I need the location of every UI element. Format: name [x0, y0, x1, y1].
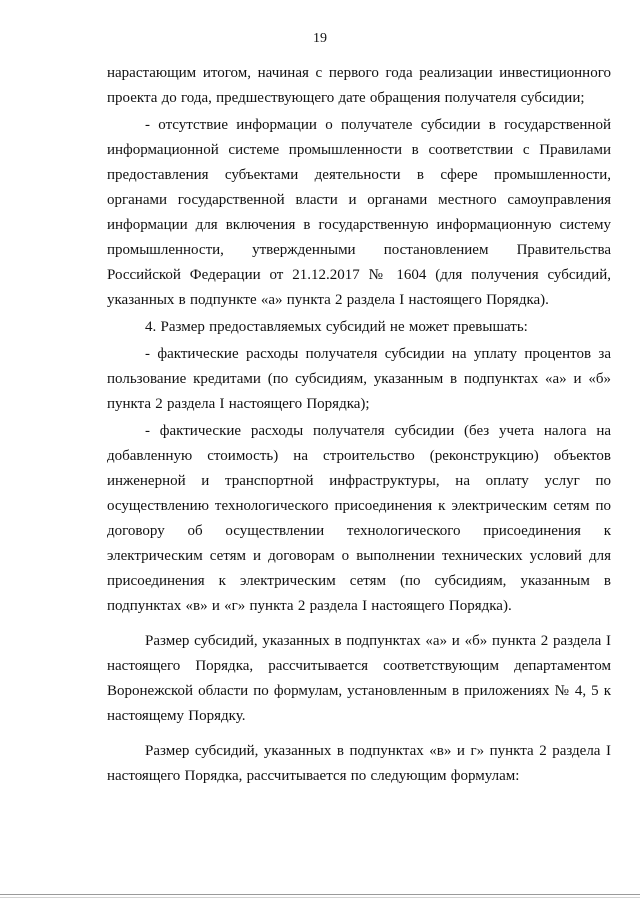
- paragraph-item-4-heading: 4. Размер предоставляемых субсидий не может превышать:: [145, 319, 528, 335]
- paragraph-infrastructure-costs: - фактические расходы получателя субсидии (без учета налога на добавленную стоимость) на строительство (реконструкцию) объектов инженерной и транспортной инфраструктуры, на оплату услуг по осуществлению технологического присоединения к электрическим сетям по договору об осуществлении технологического присоединения к электрическим сетям и договорам о выполнении технических условий для присоединения к электрическим сетям (по субсидиям, указанным в подпунктах «в» и «г» пункта 2 раздела I настоящего Порядка).: [107, 423, 611, 614]
- scan-edge-line: [0, 897, 640, 898]
- paragraph-credit-interest: - фактические расходы получателя субсидии на уплату процентов за пользование кредитами (по субсидиям, указанным в подпунктах «а» и «б» пункта 2 раздела I настоящего Порядка);: [107, 346, 611, 412]
- paragraph-gis-information: - отсутствие информации о получателе субсидии в государственной информационной системе промышленности в соответствии с Правилами предоставления субъектами деятельности в сфере промышленности, органами государственной власти и органами местного самоуправления информации для включения в государственную информационную систему промышленности, утвержденными постановлением Правительства Российской Федерации от 21.12.2017 № 1604 (для получения субсидий, указанных в подпункте «а» пункта 2 раздела I настоящего Порядка).: [107, 117, 611, 308]
- scan-edge-line: [0, 894, 640, 895]
- document-body: [107, 61, 611, 791]
- paragraph-subsidy-size-v-g: Размер субсидий, указанных в подпунктах «в» и г» пункта 2 раздела I настоящего Порядка, рассчитывается по следующим формулам:: [107, 743, 611, 784]
- paragraph-continuation: нарастающим итогом, начиная с первого года реализации инвестиционного проекта до года, предшествующего дате обращения получателя субсидии;: [107, 65, 611, 106]
- page-number: 19: [313, 31, 327, 46]
- paragraph-subsidy-size-a-b: Размер субсидий, указанных в подпунктах «а» и «б» пункта 2 раздела I настоящего Порядка, рассчитывается соответствующим департаментом Воронежской области по формулам, установленным в приложениях № 4, 5 к настоящему Порядку.: [107, 633, 611, 724]
